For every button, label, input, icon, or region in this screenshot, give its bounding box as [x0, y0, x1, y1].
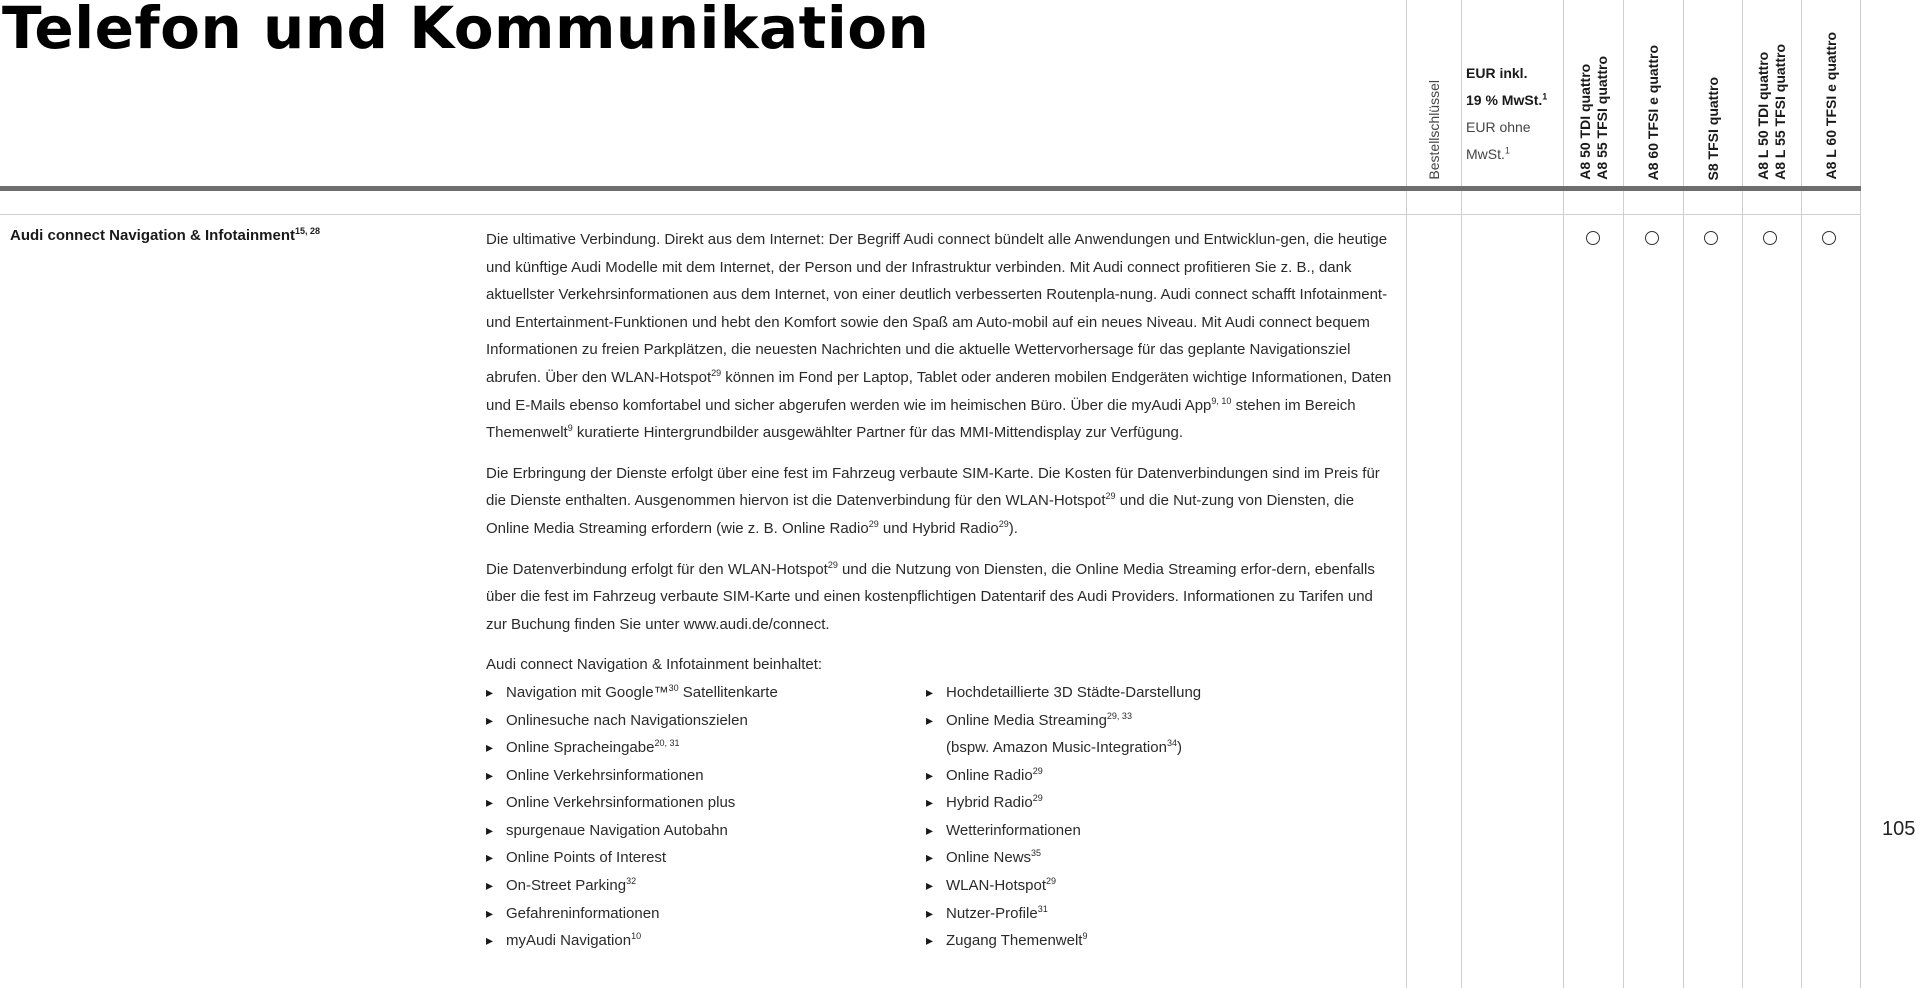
header-order-key [1407, 0, 1461, 180]
header-price [1466, 60, 1547, 168]
header-rule [0, 186, 1861, 191]
header-model-1 [1564, 0, 1623, 180]
list-item: ▸ Online Points of Interest [486, 844, 926, 872]
list-item: (bspw. Amazon Music-Integration$^{34}$) [946, 738, 1182, 757]
list-item: ▸ Nutzer-Profile$^{31}$ [926, 900, 1366, 928]
list-item: ▸ Hochdetaillierte 3D Städte-Darstellung [926, 679, 1366, 707]
column-divider [1860, 0, 1861, 988]
price-excl-line1: EUR ohne [1466, 119, 1531, 135]
availability-model-3 [1704, 231, 1718, 245]
list-item: ▸ Online Spracheingabe$^{20, 31}$ [486, 734, 926, 762]
list-item: ▸ myAudi Navigation$^{10}$ [486, 927, 926, 955]
column-divider [1461, 0, 1462, 988]
availability-model-2 [1645, 231, 1659, 245]
list-item: ▸ Gefahreninformationen [486, 900, 926, 928]
paragraph-1: Die ultimative Verbindung. Direkt aus dem Internet: Der Begriff Audi connect bündelt alle Anwendungen und Entwicklun-gen, die heutige und künftige Audi Modelle mit dem Internet, der Person und der Infrastruktur verbinden. Mit Audi connect profitieren Sie z. B., dank aktuellster Verkehrsinformationen aus dem Internet, von einer deutlich verbesserten Routenpla-nung. Audi connect schafft Infotainment- und Entertainment-Funktionen und hebt den Komfort sowie den Spaß am Auto-mobil auf ein neues Niveau. Mit Audi connect bequem Informationen zu freien Parkplätzen, die neuesten Nachrichten und die aktuelle Wettervorhersage für das geplante Navigationsziel abrufen. Über den WLAN-Hotspot$^{29}$ können im Fond per Laptop, Tablet oder anderen mobilen Endgeräten wichtige Informationen, Daten und E-Mails ebenso komfortabel und sicher abgerufen werden wie im heimischen Büro. Über die myAudi App$^{9, 10}$ stehen im Bereich Themenwelt$^9$ kuratierte Hintergrundbilder ausgewählter Partner für das MMI-Mittendisplay zur Verfügung. [486, 231, 1392, 442]
page-number: 105 [1882, 818, 1916, 840]
feature-title: Audi connect Navigation & Infotainment$^{15, 28}$ [10, 226, 321, 244]
list-item: ▸ On-Street Parking$^{32}$ [486, 872, 926, 900]
list-item: ▸ Online Radio$^{29}$ [926, 762, 1366, 790]
list-item: ▸ Hybrid Radio$^{29}$ [926, 789, 1366, 817]
price-excl-line2: MwSt.$^1$ [1466, 145, 1510, 162]
page-title: Telefon und Kommunikation [2, 0, 930, 62]
order-key-label: Bestellschlüssel [1425, 80, 1442, 180]
list-item: ▸ Onlinesuche nach Navigationszielen [486, 707, 926, 735]
header-model-3 [1684, 0, 1742, 180]
paragraph-3: Die Datenverbindung erfolgt für den WLAN-Hotspot$^{29}$ und die Nutzung von Diensten, die Online Media Streaming erfor-dern, ebenfalls über die fest im Fahrzeug verbaute SIM-Karte und einen kostenpflichtigen Datentarif des Audi Providers. Informationen zu Tarifen und zur Buchung finden Sie unter www.audi.de/connect. [486, 559, 1375, 633]
availability-model-4 [1763, 231, 1777, 245]
feature-list-left [486, 679, 926, 955]
list-item: ▸ Zugang Themenwelt$^9$ [926, 927, 1366, 955]
header-model-5 [1802, 0, 1860, 180]
list-intro: Audi connect Navigation & Infotainment beinhaltet: [486, 656, 823, 674]
list-item: ▸ Navigation mit Google™$^{30}$ Satellitenkarte [486, 679, 926, 707]
list-item: ▸ Online News$^{35}$ [926, 844, 1366, 872]
list-item: ▸ Wetterinformationen [926, 817, 1366, 845]
price-incl-line1: EUR inkl. [1466, 65, 1528, 81]
paragraph-2: Die Erbringung der Dienste erfolgt über eine fest im Fahrzeug verbaute SIM-Karte. Die Kosten für Datenverbindungen sind im Preis für die Dienste enthalten. Ausgenommen hiervon ist die Datenverbindung für den WLAN-Hotspot$^{29}$ und die Nut-zung von Diensten, die Online Media Streaming erfordern (wie z. B. Online Radio$^{29}$ und Hybrid Radio$^{29}$). [486, 464, 1380, 537]
model-5-label: A8 L 60 TFSI e quattro [1822, 32, 1839, 180]
header-model-4 [1743, 0, 1801, 180]
feature-list-right [926, 679, 1366, 955]
model-1-label: A8 50 TDI quattro A8 55 TFSI quattro [1576, 56, 1610, 180]
row-rule [0, 214, 1861, 215]
feature-description [486, 226, 1396, 955]
header-model-2 [1624, 0, 1683, 180]
list-item: ▸ spurgenaue Navigation Autobahn [486, 817, 926, 845]
feature-lists [486, 679, 1366, 955]
price-incl-line2: 19 % MwSt.$^1$ [1466, 91, 1548, 108]
availability-model-5 [1822, 231, 1836, 245]
list-item: ▸ Online Verkehrsinformationen plus [486, 789, 926, 817]
model-2-label: A8 60 TFSI e quattro [1645, 44, 1661, 180]
availability-model-1 [1586, 231, 1600, 245]
list-item: ▸ Online Media Streaming$^{29, 33}$ [926, 707, 1366, 735]
model-4-label: A8 L 50 TDI quattro A8 L 55 TFSI quattro [1755, 44, 1788, 180]
list-item: ▸ WLAN-Hotspot$^{29}$ [926, 872, 1366, 900]
model-3-label: S8 TFSI quattro [1704, 76, 1721, 180]
list-item: ▸ Online Verkehrsinformationen [486, 762, 926, 790]
